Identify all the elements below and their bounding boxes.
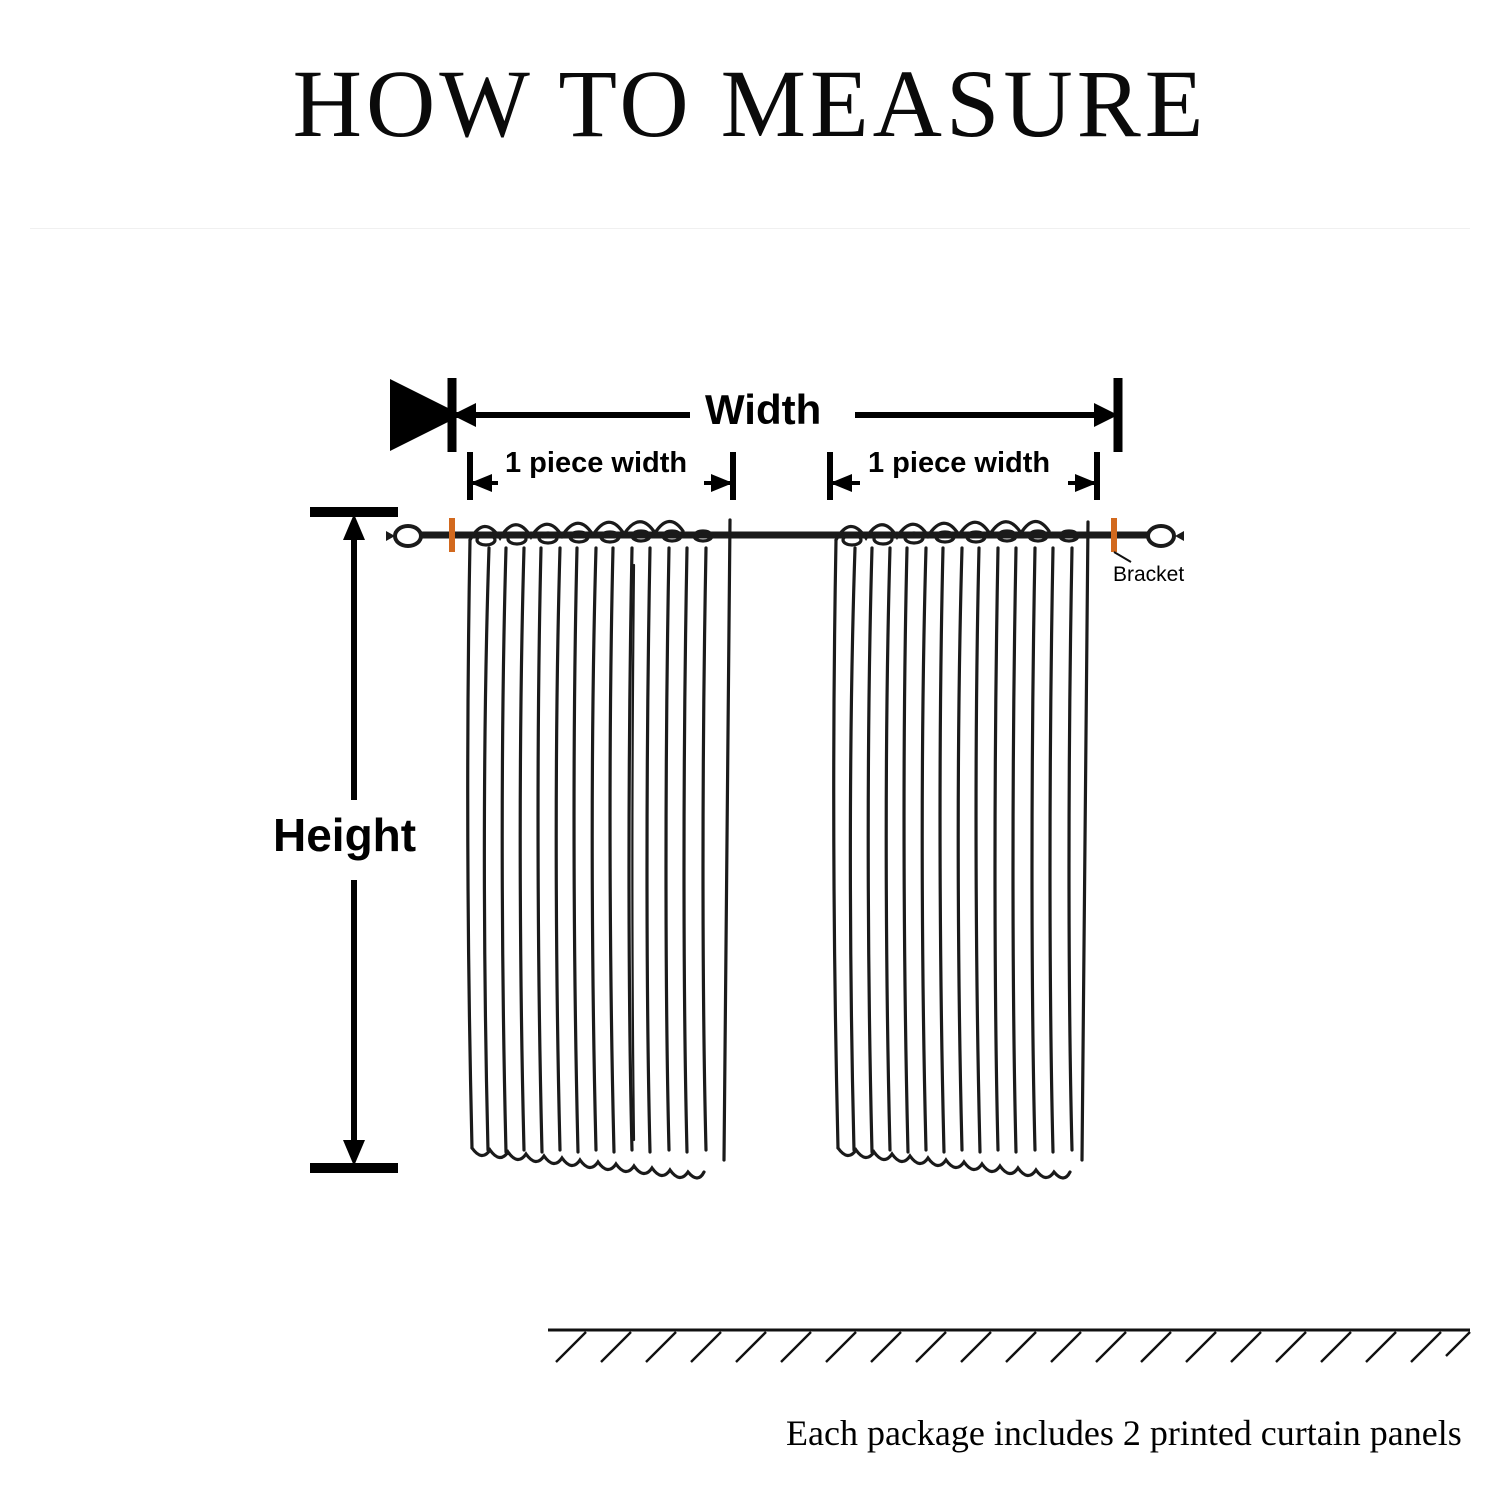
bracket-label: Bracket bbox=[1113, 563, 1185, 586]
piece-width-label-right: 1 piece width bbox=[868, 447, 1051, 479]
page-title: HOW TO MEASURE bbox=[292, 50, 1208, 157]
curtain-panel-left bbox=[468, 520, 730, 1178]
height-label: Height bbox=[273, 809, 417, 861]
width-label: Width bbox=[705, 386, 822, 433]
package-note: Each package includes 2 printed curtain panels bbox=[786, 1413, 1462, 1453]
floor-hatch-marks bbox=[556, 1332, 1470, 1362]
curtain-panel-right bbox=[834, 521, 1088, 1178]
piece-width-label-left: 1 piece width bbox=[505, 447, 688, 479]
